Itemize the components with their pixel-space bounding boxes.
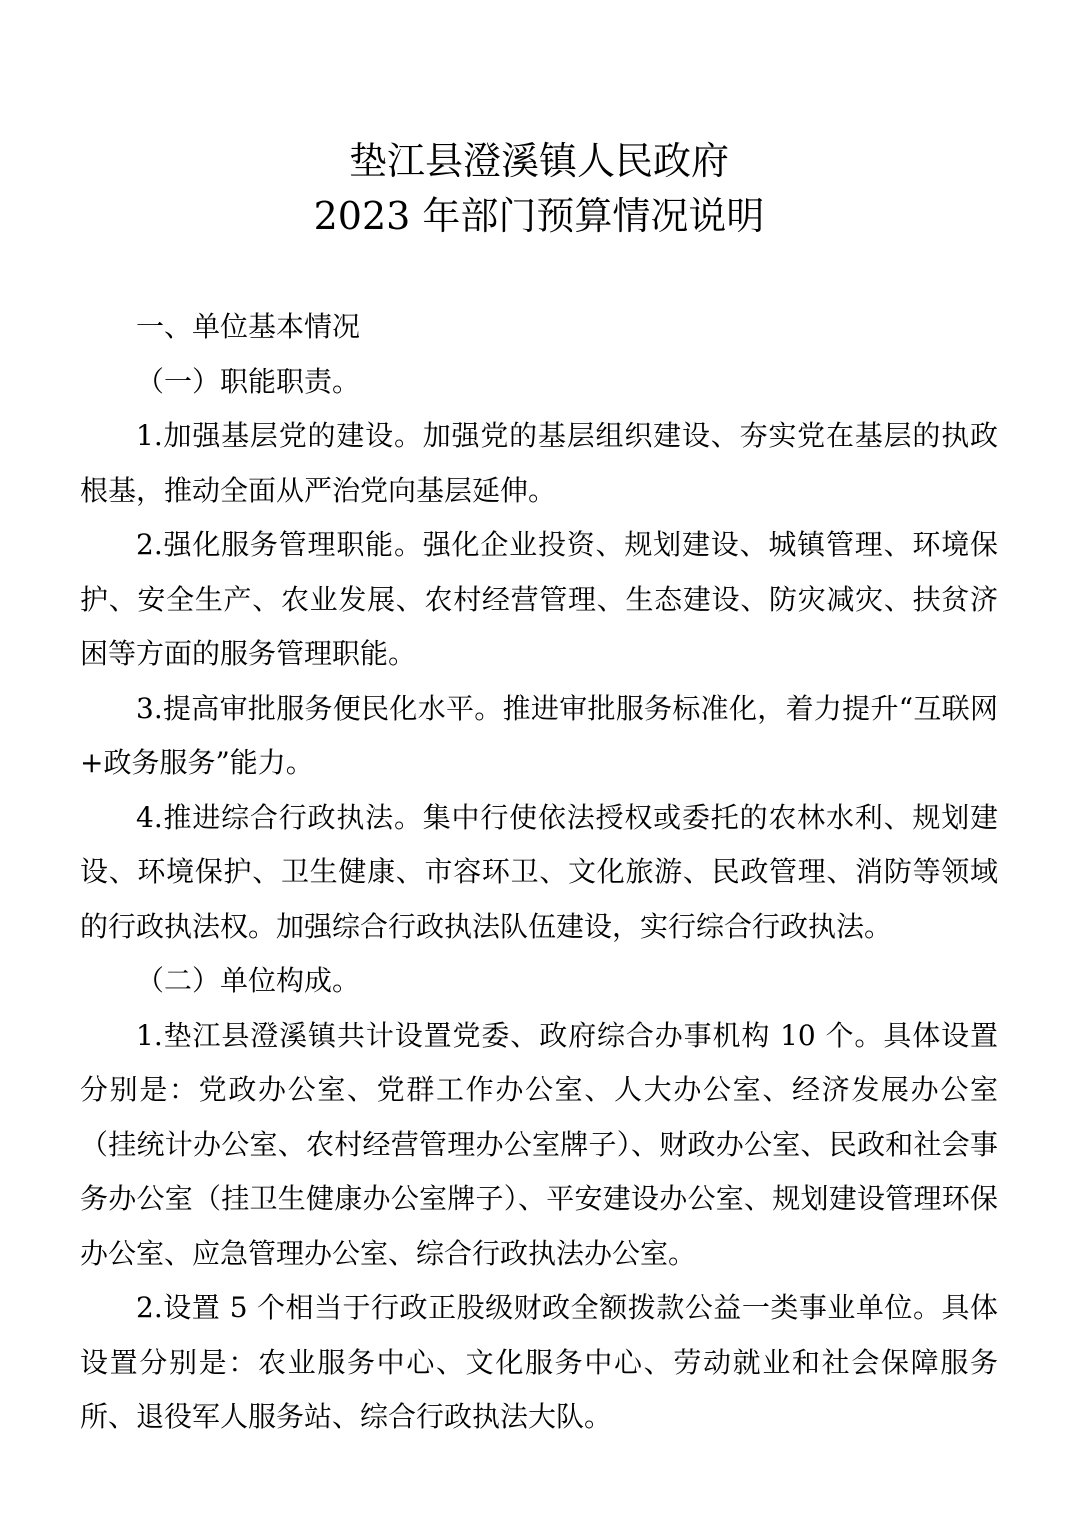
paragraph-composition-1: 1.垫江县澄溪镇共计设置党委、政府综合办事机构 10 个。具体设置分别是：党政办公室、党群工作办公室、人大办公室、经济发展办公室（挂统计办公室、农村经营管理办公室牌子）、财政办公室、民政和社会事务办公室（挂卫生健康办公室牌子）、平安建设办公室、规划建设管理环保办公室、应急管理办公室、综合行政执法办公室。: [80, 1018, 998, 1270]
paragraph-duty-4: 4.推进综合行政执法。集中行使依法授权或委托的农林水利、规划建设、环境保护、卫生健康、市容环卫、文化旅游、民政管理、消防等领域的行政执法权。加强综合行政执法队伍建设，实行综合行政执法。: [80, 800, 998, 943]
document-title-line-1: 垫江县澄溪镇人民政府: [348, 139, 729, 183]
section-heading-unit-info: 一、单位基本情况: [136, 310, 361, 343]
document-body: [80, 300, 998, 1445]
paragraph-duty-2: 2.强化服务管理职能。强化企业投资、规划建设、城镇管理、环境保护、安全生产、农业发展、农村经营管理、生态建设、防灾减灾、扶贫济困等方面的服务管理职能。: [80, 528, 998, 670]
paragraph-duty-3: 3.提高审批服务便民化水平。推进审批服务标准化，着力提升“互联网+政务服务”能力。: [80, 691, 998, 779]
document-title-line-2: 2023 年部门预算情况说明: [313, 194, 765, 238]
document-page: [80, 0, 998, 1520]
paragraph-duty-1: 1.加强基层党的建设。加强党的基层组织建设、夯实党在基层的执政根基，推动全面从严治党向基层延伸。: [80, 419, 998, 507]
subsection-heading-duties: （一）职能职责。: [136, 364, 361, 398]
paragraph-composition-2: 2.设置 5 个相当于行政正股级财政全额拨款公益一类事业单位。具体设置分别是：农业服务中心、文化服务中心、劳动就业和社会保障服务所、退役军人服务站、综合行政执法大队。: [80, 1291, 998, 1433]
subsection-heading-composition: （二）单位构成。: [136, 964, 361, 997]
